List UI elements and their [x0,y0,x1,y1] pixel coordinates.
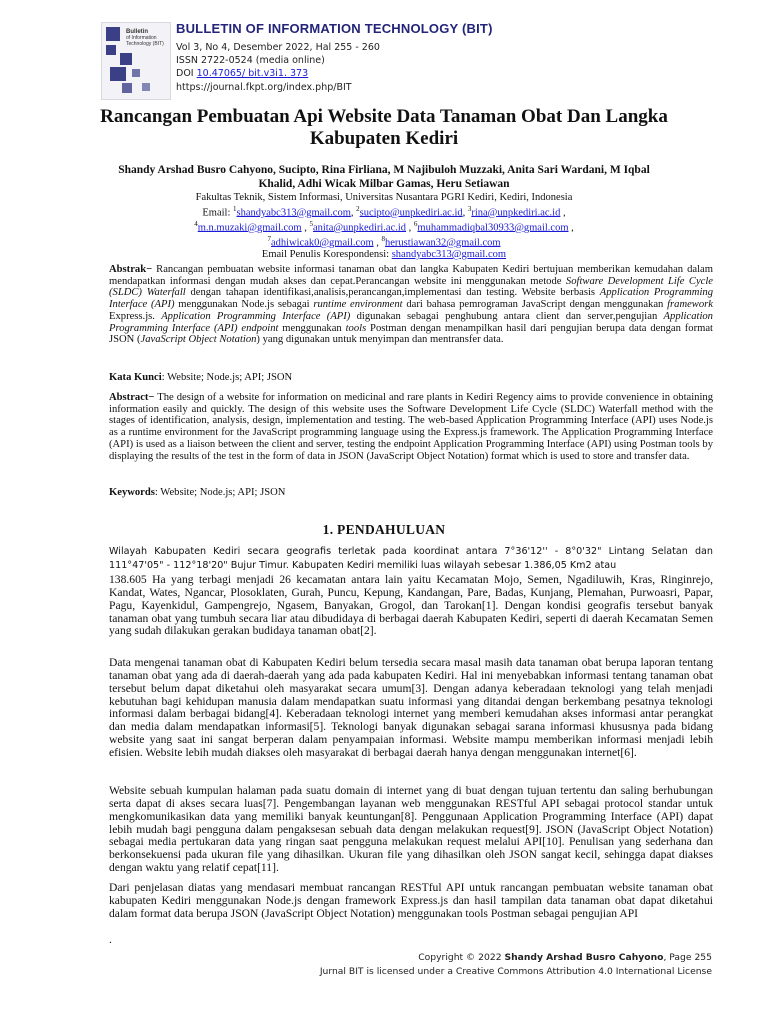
institution: Fakultas Teknik, Sistem Informasi, Universitas Nusantara PGRI Kediri, Kediri, Indonesia [195,192,573,203]
journal-meta [176,41,380,94]
paper-title-line2: Kabupaten Kediri [309,128,459,149]
abstrak-text: menggunakan Node.js sebagai [174,299,314,311]
copyright-prefix: Copyright © 2022 [418,952,505,963]
doi-link[interactable]: 10.47065/ bit.v3i1. 373 [196,68,309,80]
corresponding-label: Email Penulis Korespondensi: [261,248,390,260]
journal-title: BULLETIN OF INFORMATION TECHNOLOGY (BIT) [176,21,493,36]
abstrak-text: dengan tahapan identifikasi,analisis,perancangan,implementasi dan testing. Website berbasis [185,287,600,299]
affiliation-block [100,192,668,260]
intro-paragraph-3: Website sebuah kumpulan halaman pada suatu domain di internet yang di buat dengan tujuan tertentu dan saling berhubungan serta dapat di akses secara luas[7]. Pengembangan layanan web menggunakan RESTful API sebagai protocol standar untuk mengkomunikasikan data yang memiliki banyak keuntungan[8]. Penggunaan Application Programming Interface (API) dapat lebih mudah bagi pengguna dalam pengaksesan sebuah data dengan melakukan request[9]. JSON (JavaScript Object Notation) sebagai media pertukaran data yang ringan saat pengguna melakukan request melalui API[10]. Penulisan yang sederhana dan berkonsekuensi pada ukuran file yang dihasilkan. Ukuran file yang dihasilkan oleh JSON sangat kecil, sehingga dapat diakses dengan waktu yang relatif cepat[11]. [109,784,713,875]
email-link[interactable]: sucipto@unpkediri.ac.id [359,207,463,219]
email-index: 4 [194,219,198,228]
intro-paragraph-1b: 138.605 Ha yang terbagi menjadi 26 kecamatan antara lain yaitu Kecamatan Mojo, Semen, Ngadiluwih, Kras, Ringinrejo, Kandat, Wates, Ngancar, Plosoklaten, Gurah, Puncu, Kepung, Kandangan, Pare, Badas, Kunjang, Plemahan, Purwoasri, Papar, Pagu, Kayenkidul, Gampengrejo, Ngasem, Banyakan, Grogol, dan Tarokan[1]. Dengan kondisi geografis tersebut banyak tanaman obat yang tumbuh secara liar atau dibudidaya di berbagai daerah Kabupaten Kediri, seperti di daerah Kecamatan Semen yang sudah dilakukan gerakan budidaya tanaman obat[2]. [109,573,713,638]
author-line1: Shandy Arshad Busro Cahyono, Sucipto, Rina Firliana, M Najibuloh Muzzaki, Anita Sari Wardani, M Iqbal [118,164,650,176]
abstrak-text: digunakan sebagai penghubung antara client dan server,pengujian [350,310,664,322]
logo-text-line1: Bulletin [126,29,148,35]
abstrak-paragraph [109,264,713,346]
abstrak-text: Postman dengan menampilkan hasil dari pengujian berupa data dengan format JSON ( [109,322,714,346]
abstrak-label: Abstrak− [109,264,153,275]
abstrak-italic: tools [345,322,367,334]
email-line1: Email: $^1$shandyabc313@gmail.com, $^2$sucipto@unpkediri.ac.id, $^3$rina@unpkediri.ac.id , [202,204,566,219]
journal-volume: Vol 3, No 4, Desember 2022, Hal 255 - 260 [176,42,380,53]
abstrak-text: ) yang digunakan untuk menyimpan dan mentransfer data. [256,334,504,346]
footer-copyright [152,952,712,963]
logo-square [106,27,120,41]
footer-license: Jurnal BIT is licensed under a Creative Commons Attribution 4.0 International License [319,966,712,977]
abstract-label: Abstract− [109,392,155,403]
author-line2: Khalid, Adhi Wicak Milbar Gamas, Heru Setiawan [258,178,510,190]
logo-square [110,67,126,81]
corresponding-line [100,249,668,261]
email-link[interactable]: muhammadiqbal30933@gmail.com [417,222,569,234]
keywords-label: Keywords [109,487,155,498]
email-label: Email: [202,207,231,219]
corresponding-email[interactable]: shandyabc313@gmail.com [391,248,507,260]
journal-doi [176,67,380,80]
kata-kunci-paragraph [109,372,713,384]
abstrak-italic: Software Development Life Cycle (SLDC) Waterfall [109,275,713,299]
email-link[interactable]: herustiawan32@gmail.com [385,237,501,249]
email-link[interactable]: m.n.muzaki@gmail.com [197,222,302,234]
logo-text-line3: Technology (BIT) [126,41,164,47]
abstrak-italic: Application Programming Interface (API) [161,310,351,322]
email-index: 5 [309,219,313,228]
abstrak-text: menggunakan [278,322,346,334]
doi-label: DOI [176,68,194,80]
logo-text-line2: of Information [126,35,157,41]
abstract-text: The design of a website for information on medicinal and rare plants in Kediri Regency aims to provide convenience in obtaining information easily and quickly. The design of this website uses the Software Development Life Cycle (SLDC) Waterfall method with the stages of identification, analysis, design, implementation and testing. The web-based Application Programming Interface (API) uses Node.js as a runtime environment for the JavaScript programming language using the Express.js framework. The Application Programming Interface (API) is used as a liaison between the client and server, testing the endpoint Application Programming Interface (API) using Postman tools by displaying the results of the test in the form of data in JSON (JavaScript Object Notation) format which is used to store and transfer data. [109,392,713,462]
abstrak-text: Express.js. [109,310,162,322]
intro-paragraph-4: Dari penjelasan diatas yang mendasari membuat rancangan RESTful API untuk rancangan pembuatan website tanaman obat kabupaten Kediri menggunakan Node.js dengan framework Express.js dan hasil tampilan data tanaman obat dapat diketahui dalam format data berupa JSON (JavaScript Object Notation) menggunakan tools Postman sebagai pengujian API [109,881,713,920]
kata-kunci-text: : Website; Node.js; API; JSON [161,372,293,383]
abstrak-text: Rancangan pembuatan website informasi tanaman obat dan langka Kabupaten Kediri bertujuan memberikan kemudahan dalam mendapatkan informasi dengan mudah akses dan cepat.Perancangan website ini menggunakan metode [109,264,713,287]
abstrak-italic: Application Programming Interface (API) [109,287,713,311]
paper-title [100,106,668,150]
journal-logo [101,22,171,100]
intro-paragraph-2: Data mengenai tanaman obat di Kabupaten Kediri belum tersedia secara masal masih data tanaman obat berupa laporan tentang tanaman obat yang ada di daerah-daerah yang ada pada kabupaten Kediri. Hal ini menyebabkan informasi tentang tanaman obat tersebut belum dapat diketahui oleh masyarakat secara umum[3]. Dengan adanya keberadaan teknologi yang telah menjadi kebutuhan bagi kehidupan manusia dalam mendapatkan suatu informasi yang ditandai dengan berkembang pesatnya teknologi informasi dalam berbagai bidang[4]. Keberadaan teknologi internet yang memberi kemudahan akses informasi antar perangkat dan media dalam mendapatkan informasi[5]. Teknologi banyak digunakan sebagai sarana informasi khususnya pada bidang website yang saat ini sangat berperan dalam penyampaian informasi. Website mampu memberikan informasi menjadi lebih efisien. Website lebih mudah diakses oleh masyarakat di berbagai daerah hanya dengan menggunakan internet[6]. [109,656,713,759]
keywords-paragraph [109,487,713,499]
abstrak-italic: Application Programming Interface (API) endpoint [109,310,713,334]
abstrak-italic: runtime environment [313,299,403,311]
email-index: 1 [233,204,237,213]
logo-square [120,53,132,65]
journal-url[interactable]: https://journal.fkpt.org/index.php/BIT [176,81,352,93]
email-line2: $^4$m.n.muzaki@gmail.com , $^5$anita@unpkediri.ac.id , $^6$muhammadiqbal30933@gmail.com , [194,219,574,234]
kata-kunci-label: Kata Kunci [109,372,162,383]
logo-text [126,29,170,47]
author-list [100,163,668,191]
copyright-suffix: , Page 255 [663,952,712,963]
email-index: 6 [413,219,418,228]
paper-title-line1: Rancangan Pembuatan Api Website Data Tanaman Obat Dan Langka [100,106,668,127]
intro-paragraph-5: . [109,933,112,946]
abstract-paragraph [109,392,713,462]
journal-issn: ISSN 2722-0524 (media online) [176,55,325,67]
email-index: 3 [467,204,472,213]
email-index: 2 [356,204,360,213]
logo-square [122,83,132,93]
abstrak-italic: JavaScript Object Notation [140,334,257,346]
email-link[interactable]: anita@unpkediri.ac.id [312,222,407,234]
abstrak-text: dari bahasa pemrograman JavaScript dengan menggunakan [402,299,668,311]
section-heading: 1. PENDAHULUAN [322,522,446,537]
abstrak-italic: framework [667,299,713,311]
email-link[interactable]: shandyabc313@gmail.com [236,207,351,219]
email-link[interactable]: adhiwicak0@gmail.com [270,237,374,249]
intro-paragraph-1a: Wilayah Kabupaten Kediri secara geografis terletak pada koordinat antara 7°36'12'' - 8°0'32" Lintang Selatan dan 111°47'05" - 112°18'20" Bujur Timur. Kabupaten Kediri memiliki luas wilayah sebesar 1.386,05 Km2 atau [109,546,713,571]
logo-square [106,45,116,55]
email-link[interactable]: rina@unpkediri.ac.id [471,207,561,219]
email-index: 7 [267,234,271,243]
logo-square [132,69,140,77]
email-line3: $^7$adhiwicak0@gmail.com , $^8$herustiawan32@gmail.com [267,234,501,249]
logo-square [142,83,150,91]
email-index: 8 [381,234,386,243]
copyright-author: Shandy Arshad Busro Cahyono [504,952,664,963]
keywords-text: : Website; Node.js; API; JSON [154,487,286,498]
